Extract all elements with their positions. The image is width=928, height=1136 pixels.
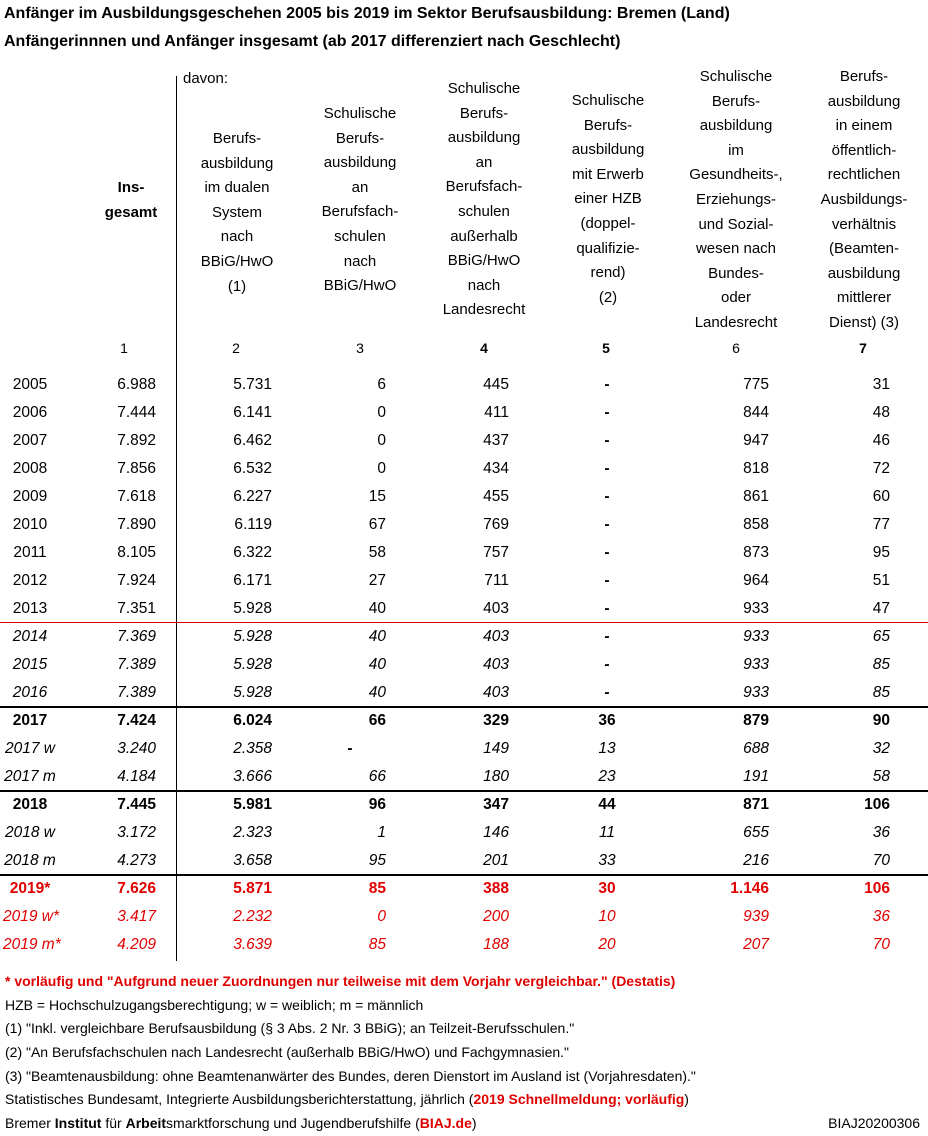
cell-col-3: 40 <box>368 628 386 645</box>
cell-col-7: 77 <box>872 516 890 533</box>
cell-col-6: 655 <box>743 824 769 841</box>
inst-part-7: ) <box>471 1115 477 1131</box>
cell-col-3: - <box>347 740 353 757</box>
cell-col-2: 5.928 <box>233 628 272 645</box>
cell-col-7: 85 <box>872 656 890 673</box>
cell-col-1: 4.209 <box>117 936 156 953</box>
table-row <box>0 511 928 539</box>
cell-col-2: 3.666 <box>233 768 272 785</box>
table-row <box>0 791 928 819</box>
cell-col-7: 48 <box>872 404 890 421</box>
cell-col-1: 7.618 <box>117 488 156 505</box>
row-label: 2019 w* <box>3 908 60 925</box>
cell-col-3: 40 <box>368 656 386 673</box>
cell-col-3: 40 <box>368 684 386 701</box>
col-number-7: 7 <box>859 340 867 356</box>
cell-col-4: 200 <box>483 908 509 925</box>
cell-col-5: - <box>604 488 610 505</box>
cell-col-4: 403 <box>483 628 509 645</box>
cell-col-6: 939 <box>743 908 769 925</box>
cell-col-1: 7.351 <box>117 600 156 617</box>
row-label: 2008 <box>12 460 48 477</box>
cell-col-4: 437 <box>483 432 509 449</box>
cell-col-6: 191 <box>743 768 769 785</box>
table-row <box>0 371 928 399</box>
cell-col-4: 403 <box>483 656 509 673</box>
cell-col-7: 36 <box>872 908 890 925</box>
black-separator-line <box>0 874 928 876</box>
cell-col-2: 5.928 <box>233 600 272 617</box>
cell-col-6: 775 <box>743 376 769 393</box>
row-label: 2006 <box>12 404 48 421</box>
cell-col-2: 6.141 <box>233 404 272 421</box>
cell-col-7: 72 <box>872 460 890 477</box>
cell-col-1: 7.892 <box>117 432 156 449</box>
header-col-3: Schulische Berufs- ausbildung an Berufsfach- schulen nach BBiG/HwO <box>321 105 399 295</box>
cell-col-2: 6.024 <box>233 712 272 729</box>
cell-col-7: 60 <box>872 488 890 505</box>
table-row <box>0 483 928 511</box>
cell-col-3: 27 <box>368 572 386 589</box>
cell-col-7: 106 <box>864 880 890 897</box>
cell-col-2: 5.928 <box>233 656 272 673</box>
cell-col-1: 7.626 <box>117 880 156 897</box>
footnote-source <box>5 1091 689 1107</box>
cell-col-6: 933 <box>743 600 769 617</box>
cell-col-5: - <box>604 460 610 477</box>
cell-col-3: 85 <box>368 880 386 897</box>
table-row <box>0 707 928 735</box>
source-text: Statistisches Bundesamt, Integrierte Ausbildungsberichterstattung, jährlich ( <box>5 1091 474 1107</box>
table-row <box>0 399 928 427</box>
cell-col-6: 933 <box>743 684 769 701</box>
cell-col-6: 873 <box>743 544 769 561</box>
cell-col-2: 2.323 <box>233 824 272 841</box>
row-label: 2017 w <box>5 740 55 757</box>
cell-col-1: 7.369 <box>117 628 156 645</box>
row-label: 2009 <box>12 488 48 505</box>
row-label: 2014 <box>12 628 48 645</box>
table-row <box>0 903 928 931</box>
row-label: 2018 m <box>4 852 56 869</box>
cell-col-4: 388 <box>483 880 509 897</box>
table-row <box>0 931 928 959</box>
cell-col-5: 36 <box>598 712 616 729</box>
cell-col-5: 33 <box>598 852 616 869</box>
cell-col-3: 0 <box>377 908 386 925</box>
row-label: 2015 <box>12 656 48 673</box>
cell-col-6: 1.146 <box>730 880 769 897</box>
col-number-5: 5 <box>602 340 610 356</box>
cell-col-1: 7.389 <box>117 684 156 701</box>
cell-col-5: - <box>604 404 610 421</box>
cell-col-3: 66 <box>368 768 386 785</box>
cell-col-2: 6.227 <box>233 488 272 505</box>
cell-col-5: - <box>604 600 610 617</box>
cell-col-4: 347 <box>483 796 509 813</box>
cell-col-5: 44 <box>598 796 616 813</box>
cell-col-5: - <box>604 376 610 393</box>
row-label: 2011 <box>13 544 47 561</box>
cell-col-2: 6.119 <box>234 516 272 533</box>
source-close: ) <box>684 1091 689 1107</box>
col-number-1: 1 <box>120 340 128 356</box>
cell-col-3: 95 <box>368 852 386 869</box>
row-label: 2010 <box>12 516 48 533</box>
inst-part-5: smarktforschung und Jugendberufshilfe ( <box>166 1115 420 1131</box>
row-label: 2013 <box>12 600 48 617</box>
cell-col-3: 40 <box>368 600 386 617</box>
header-col-6: Schulische Berufs- ausbildung im Gesundheits-, Erziehungs- und Sozial- wesen nach Bundes- oder Landesrecht <box>689 68 783 331</box>
header-insgesamt: Ins- gesamt <box>104 179 158 221</box>
cell-col-4: 711 <box>484 572 509 589</box>
cell-col-7: 70 <box>872 852 890 869</box>
table-row <box>0 539 928 567</box>
cell-col-2: 5.731 <box>233 376 272 393</box>
cell-col-3: 0 <box>377 404 386 421</box>
cell-col-7: 32 <box>872 740 890 757</box>
cell-col-4: 757 <box>483 544 509 561</box>
row-label: 2016 <box>12 684 48 701</box>
footnote-preliminary: * vorläufig und "Aufgrund neuer Zuordnungen nur teilweise mit dem Vorjahr vergleichbar." (Destatis) <box>5 973 676 989</box>
table-row <box>0 735 928 763</box>
cell-col-3: 6 <box>377 376 386 393</box>
cell-col-5: 23 <box>598 768 616 785</box>
row-label: 2019 m* <box>3 936 61 953</box>
footnote-3: (3) "Beamtenausbildung: ohne Beamtenanwärter des Bundes, deren Dienstort im Ausland ist (Vorjahresdaten)." <box>5 1068 696 1084</box>
cell-col-6: 818 <box>743 460 769 477</box>
cell-col-1: 7.924 <box>117 572 156 589</box>
inst-part-3: für <box>101 1115 126 1131</box>
black-separator-line <box>0 790 928 792</box>
row-label: 2017 m <box>4 768 56 785</box>
table-row <box>0 847 928 875</box>
cell-col-5: - <box>604 544 610 561</box>
header-col-2: Berufs- ausbildung im dualen System nach BBiG/HwO (1) <box>200 130 274 295</box>
cell-col-6: 844 <box>743 404 769 421</box>
cell-col-7: 85 <box>872 684 890 701</box>
inst-link[interactable]: BIAJ.de <box>419 1115 472 1131</box>
document-code: BIAJ20200306 <box>828 1115 920 1131</box>
cell-col-5: 20 <box>598 936 616 953</box>
cell-col-2: 5.981 <box>233 796 272 813</box>
header-col-4: Schulische Berufs- ausbildung an Berufsfach- schulen außerhalb BBiG/HwO nach Landesrecht <box>442 80 526 319</box>
cell-col-2: 6.322 <box>233 544 272 561</box>
cell-col-4: 403 <box>483 600 509 617</box>
cell-col-7: 90 <box>872 712 890 729</box>
title-main: Anfänger im Ausbildungsgeschehen 2005 bis 2019 im Sektor Berufsausbildung: Bremen (Land) <box>4 5 730 22</box>
cell-col-3: 67 <box>368 516 386 533</box>
table-row <box>0 763 928 791</box>
table-row <box>0 819 928 847</box>
cell-col-5: 13 <box>598 740 616 757</box>
row-label: 2012 <box>12 572 48 589</box>
cell-col-4: 188 <box>483 936 509 953</box>
col-number-2: 2 <box>232 340 240 356</box>
footnote-institute <box>5 1115 477 1131</box>
cell-col-4: 180 <box>483 768 509 785</box>
cell-col-6: 879 <box>743 712 769 729</box>
cell-col-7: 58 <box>872 768 890 785</box>
cell-col-1: 3.172 <box>117 824 156 841</box>
cell-col-4: 455 <box>483 488 509 505</box>
cell-col-5: - <box>604 432 610 449</box>
cell-col-1: 7.856 <box>117 460 156 477</box>
table-row <box>0 679 928 707</box>
cell-col-4: 146 <box>483 824 509 841</box>
table-row <box>0 567 928 595</box>
cell-col-1: 6.988 <box>117 376 156 393</box>
cell-col-4: 201 <box>483 852 509 869</box>
cell-col-4: 445 <box>483 376 509 393</box>
footnote-1: (1) "Inkl. vergleichbare Berufsausbildung (§ 3 Abs. 2 Nr. 3 BBiG); an Teilzeit-Berufsschulen." <box>5 1020 575 1036</box>
red-separator-line <box>0 622 928 623</box>
cell-col-7: 46 <box>872 432 890 449</box>
table-row <box>0 875 928 903</box>
cell-col-7: 106 <box>864 796 890 813</box>
cell-col-6: 964 <box>743 572 769 589</box>
cell-col-4: 403 <box>483 684 509 701</box>
cell-col-3: 0 <box>377 460 386 477</box>
cell-col-7: 36 <box>872 824 890 841</box>
cell-col-1: 4.184 <box>117 768 156 785</box>
cell-col-3: 0 <box>377 432 386 449</box>
title-sub: Anfängerinnnen und Anfänger insgesamt (ab 2017 differenziert nach Geschlecht) <box>4 33 621 50</box>
cell-col-6: 871 <box>743 796 769 813</box>
cell-col-4: 411 <box>484 404 509 421</box>
cell-col-7: 47 <box>872 600 890 617</box>
cell-col-3: 96 <box>368 796 386 813</box>
row-label: 2018 <box>12 796 48 813</box>
source-highlight: 2019 Schnellmeldung; vorläufig <box>473 1091 685 1107</box>
table-row <box>0 455 928 483</box>
col-number-4: 4 <box>480 340 488 356</box>
header-col-7: Berufs- ausbildung in einem öffentlich- rechtlichen Ausbildungs- verhältnis (Beamten- ausbildung mittlerer Dienst) (3) <box>820 68 908 331</box>
cell-col-6: 688 <box>743 740 769 757</box>
cell-col-2: 5.871 <box>233 880 272 897</box>
cell-col-5: 10 <box>598 908 616 925</box>
cell-col-2: 3.658 <box>233 852 272 869</box>
cell-col-7: 51 <box>872 572 890 589</box>
cell-col-1: 7.890 <box>117 516 156 533</box>
cell-col-2: 5.928 <box>233 684 272 701</box>
cell-col-5: - <box>604 572 610 589</box>
cell-col-6: 858 <box>743 516 769 533</box>
davon-label: davon: <box>183 70 229 87</box>
cell-col-3: 1 <box>377 824 386 841</box>
cell-col-4: 149 <box>483 740 509 757</box>
cell-col-2: 6.171 <box>233 572 272 589</box>
cell-col-5: - <box>604 628 610 645</box>
inst-part-4: Arbeit <box>125 1115 167 1131</box>
cell-col-6: 947 <box>743 432 769 449</box>
cell-col-4: 329 <box>483 712 509 729</box>
table-row <box>0 623 928 651</box>
footnote-hzb: HZB = Hochschulzugangsberechtigung; w = weiblich; m = männlich <box>5 997 424 1013</box>
cell-col-1: 7.424 <box>117 712 156 729</box>
cell-col-7: 31 <box>872 376 890 393</box>
cell-col-2: 6.532 <box>233 460 272 477</box>
cell-col-3: 66 <box>368 712 386 729</box>
cell-col-3: 58 <box>368 544 386 561</box>
cell-col-3: 85 <box>368 936 386 953</box>
cell-col-3: 15 <box>368 488 386 505</box>
cell-col-1: 7.444 <box>117 404 156 421</box>
col-number-6: 6 <box>732 340 740 356</box>
black-separator-line <box>0 706 928 708</box>
cell-col-2: 6.462 <box>233 432 272 449</box>
cell-col-5: - <box>604 516 610 533</box>
cell-col-6: 933 <box>743 628 769 645</box>
cell-col-1: 7.445 <box>117 796 156 813</box>
cell-col-5: - <box>604 684 610 701</box>
cell-col-6: 933 <box>743 656 769 673</box>
row-label: 2007 <box>12 432 48 449</box>
cell-col-6: 861 <box>743 488 769 505</box>
cell-col-1: 3.240 <box>117 740 156 757</box>
cell-col-4: 434 <box>483 460 509 477</box>
cell-col-5: 30 <box>598 880 616 897</box>
table-row <box>0 651 928 679</box>
row-label: 2018 w <box>5 824 55 841</box>
footnote-2: (2) "An Berufsfachschulen nach Landesrecht (außerhalb BBiG/HwO) und Fachgymnasien." <box>5 1044 569 1060</box>
cell-col-1: 4.273 <box>117 852 156 869</box>
cell-col-1: 8.105 <box>117 544 156 561</box>
row-label: 2005 <box>12 376 48 393</box>
cell-col-7: 95 <box>872 544 890 561</box>
cell-col-7: 70 <box>872 936 890 953</box>
inst-part-2: Institut <box>54 1115 102 1131</box>
table-row <box>0 427 928 455</box>
header-col-5: Schulische Berufs- ausbildung mit Erwerb einer HZB (doppel- qualifizie- rend) (2) <box>571 92 645 306</box>
cell-col-6: 207 <box>743 936 769 953</box>
cell-col-1: 7.389 <box>117 656 156 673</box>
cell-col-4: 769 <box>483 516 509 533</box>
table-row <box>0 595 928 623</box>
cell-col-6: 216 <box>743 852 769 869</box>
row-label: 2019* <box>9 880 51 897</box>
cell-col-7: 65 <box>872 628 890 645</box>
col-number-3: 3 <box>356 340 364 356</box>
cell-col-5: 11 <box>598 824 616 841</box>
cell-col-5: - <box>604 656 610 673</box>
cell-col-2: 2.358 <box>233 740 272 757</box>
cell-col-2: 2.232 <box>233 908 272 925</box>
cell-col-2: 3.639 <box>233 936 272 953</box>
row-label: 2017 <box>12 712 48 729</box>
cell-col-1: 3.417 <box>117 908 156 925</box>
inst-part-1: Bremer <box>5 1115 55 1131</box>
